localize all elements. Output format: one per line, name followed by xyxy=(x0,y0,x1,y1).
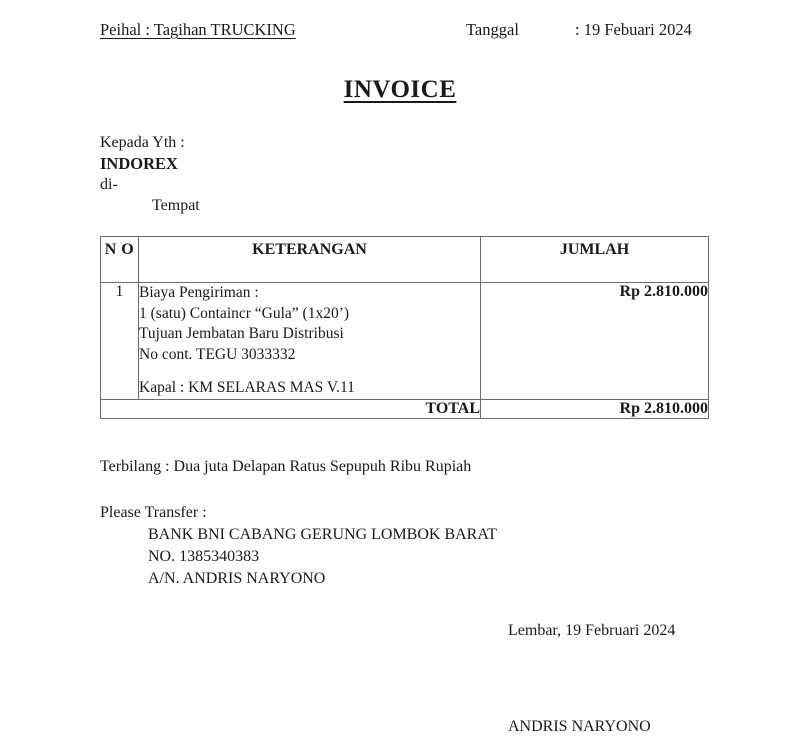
document-header xyxy=(0,20,800,50)
transfer-heading: Please Transfer : xyxy=(100,504,207,521)
amount-in-words: Terbilang : Dua juta Delapan Ratus Sepupuh Ribu Rupiah xyxy=(100,458,472,475)
transfer-instructions xyxy=(100,502,497,590)
table-total-row xyxy=(101,399,709,418)
row-number: 1 xyxy=(101,283,139,400)
signer-name: ANDRIS NARYONO xyxy=(508,718,651,735)
transfer-account-number: NO. 1385340383 xyxy=(148,548,260,565)
transfer-account-name: A/N. ANDRIS NARYONO xyxy=(148,570,326,587)
total-label: TOTAL xyxy=(101,399,481,418)
table-row xyxy=(101,283,709,400)
total-amount: Rp 2.810.000 xyxy=(481,399,709,418)
description-line: 1 (satu) Containcr “Gula” (1x20’) xyxy=(139,304,350,322)
page-title: INVOICE xyxy=(343,76,457,103)
description-line: Tujuan Jembatan Baru Distribusi xyxy=(139,325,344,342)
description-spacer xyxy=(139,365,480,378)
recipient-company: INDOREX xyxy=(100,154,178,173)
recipient-at: di- xyxy=(100,176,118,193)
date-label: Tanggal xyxy=(466,20,519,39)
description-line: No cont. TEGU 3033332 xyxy=(139,345,296,363)
column-header-amount: JUMLAH xyxy=(481,237,709,283)
row-amount: Rp 2.810.000 xyxy=(481,283,709,400)
description-vessel: Kapal : KM SELARAS MAS V.11 xyxy=(139,379,355,396)
recipient-place: Tempat xyxy=(152,197,200,214)
date-value: : 19 Febuari 2024 xyxy=(575,20,692,39)
subject-line: Peihal : Tagihan TRUCKING xyxy=(100,20,296,39)
column-header-description: KETERANGAN xyxy=(139,237,481,283)
table-header-row xyxy=(101,237,709,283)
invoice-items-table xyxy=(100,236,709,419)
recipient-salutation: Kepada Yth : xyxy=(100,134,185,151)
description-line: Biaya Pengiriman : xyxy=(139,284,259,301)
column-header-no: N O xyxy=(101,237,139,283)
recipient-block xyxy=(100,132,200,216)
transfer-bank-name: BANK BNI CABANG GERUNG LOMBOK BARAT xyxy=(148,526,497,543)
row-description xyxy=(139,283,481,400)
closing-date: Lembar, 19 Februari 2024 xyxy=(508,622,676,639)
